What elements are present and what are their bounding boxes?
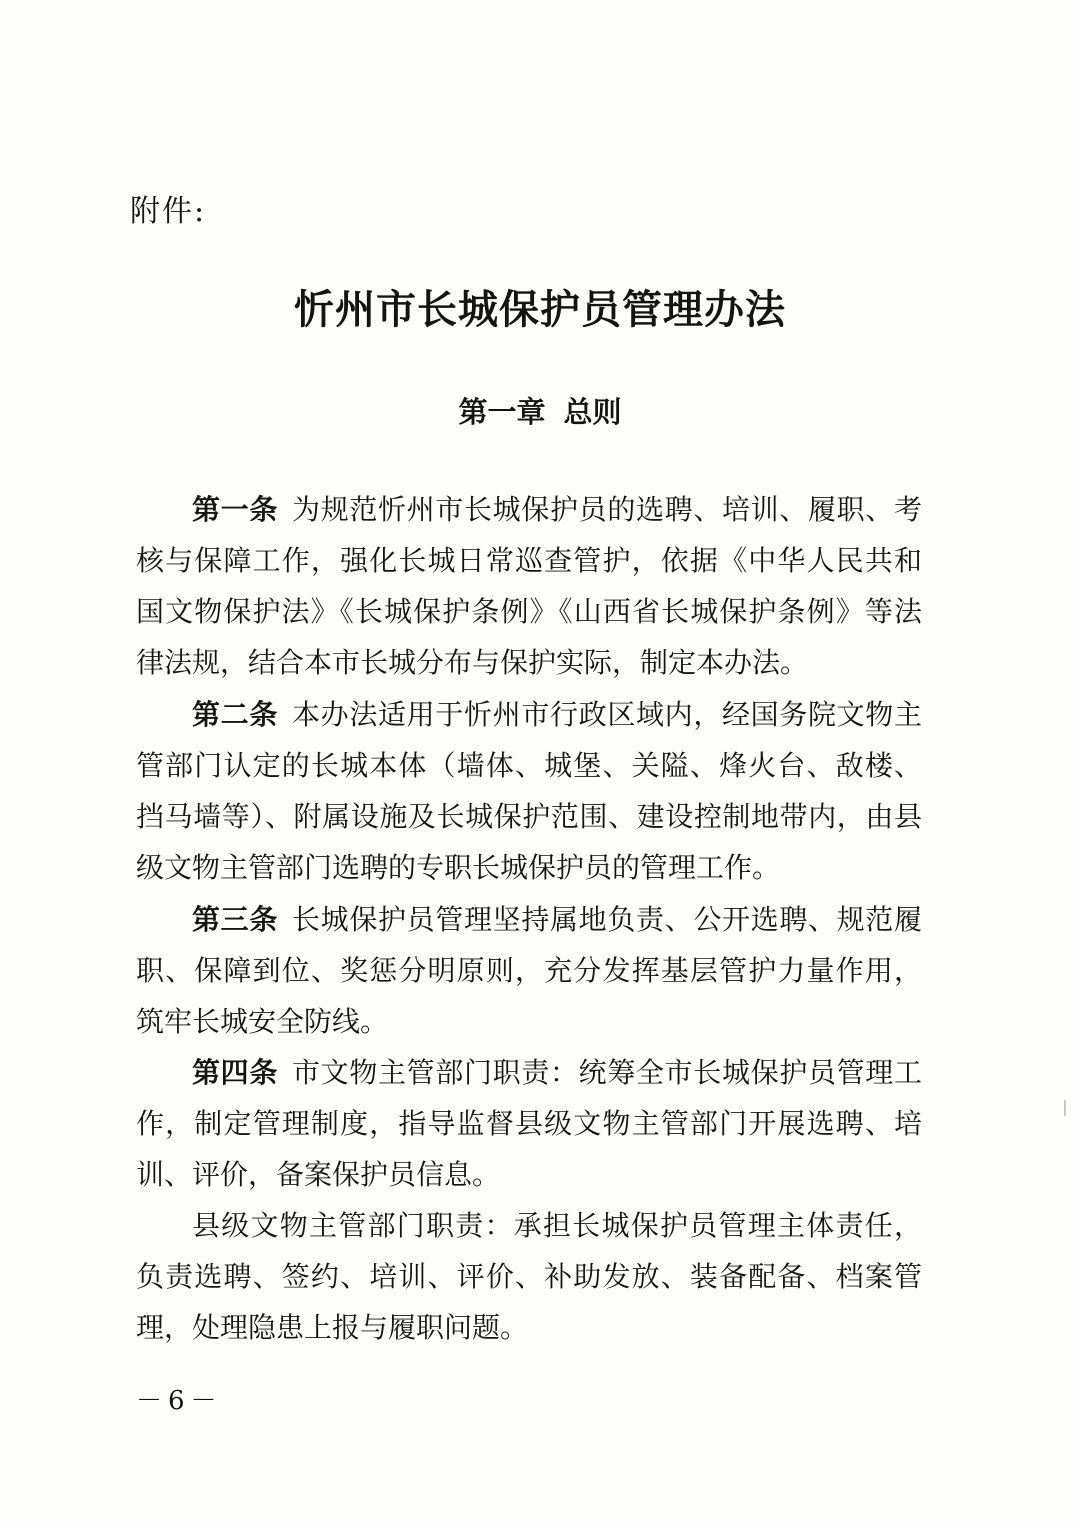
article-3-text-1: 长城保护员管理坚持属地负责、公开选聘、规范履	[292, 903, 922, 936]
article-3-line-2: 职、保障到位、奖惩分明原则，充分发挥基层管护力量作用，	[136, 954, 922, 987]
article-2-line-1	[192, 695, 922, 735]
article-1-label: 第一条	[192, 493, 278, 526]
article-2-line-3: 挡马墙等）、附属设施及长城保护范围、建设控制地带内，由县	[136, 800, 922, 833]
article-1-line-1	[192, 490, 922, 530]
county-duties-line-3: 理，处理隐患上报与履职问题。	[136, 1311, 529, 1344]
page-number: －6－	[136, 1386, 223, 1416]
article-1-line-2: 核与保障工作，强化长城日常巡查管护，依据《中华人民共和	[136, 544, 922, 577]
article-2-label: 第二条	[192, 698, 278, 731]
article-3-line-3: 筑牢长城安全防线。	[136, 1005, 389, 1038]
article-4-text-1: 市文物主管部门职责：统筹全市长城保护员管理工	[292, 1056, 922, 1089]
article-3-label: 第三条	[192, 903, 278, 936]
article-1-line-4: 律法规，结合本市长城分布与保护实际，制定本办法。	[136, 646, 809, 679]
chapter-heading	[0, 390, 1080, 431]
article-4-line-2: 作，制定管理制度，指导监督县级文物主管部门开展选聘、培	[136, 1107, 922, 1140]
article-2-line-4: 级文物主管部门选聘的专职长城保护员的管理工作。	[136, 851, 781, 884]
article-1-line-3: 国文物保护法》《长城保护条例》《山西省长城保护条例》等法	[136, 595, 922, 628]
county-duties-line-1: 县级文物主管部门职责：承担长城保护员管理主体责任，	[192, 1209, 922, 1242]
article-2-text-1: 本办法适用于忻州市行政区域内，经国务院文物主	[292, 698, 922, 731]
document-title: 忻州市长城保护员管理办法	[294, 286, 786, 333]
chapter-name: 总则	[563, 395, 622, 429]
article-3-line-1	[192, 900, 922, 940]
county-duties-line-2: 负责选聘、签约、培训、评价、补助发放、装备配备、档案管	[136, 1260, 922, 1293]
scan-edge-mark	[1064, 1100, 1066, 1116]
article-4-label: 第四条	[192, 1056, 278, 1089]
attachment-label: 附件:	[130, 194, 207, 229]
article-4-line-3: 训、评价，备案保护员信息。	[136, 1158, 501, 1191]
article-2-line-2: 管部门认定的长城本体（墙体、城堡、关隘、烽火台、敌楼、	[136, 749, 922, 782]
article-4-line-1	[192, 1053, 922, 1093]
article-1-text-1: 为规范忻州市长城保护员的选聘、培训、履职、考	[292, 493, 922, 526]
chapter-number: 第一章	[458, 395, 546, 429]
